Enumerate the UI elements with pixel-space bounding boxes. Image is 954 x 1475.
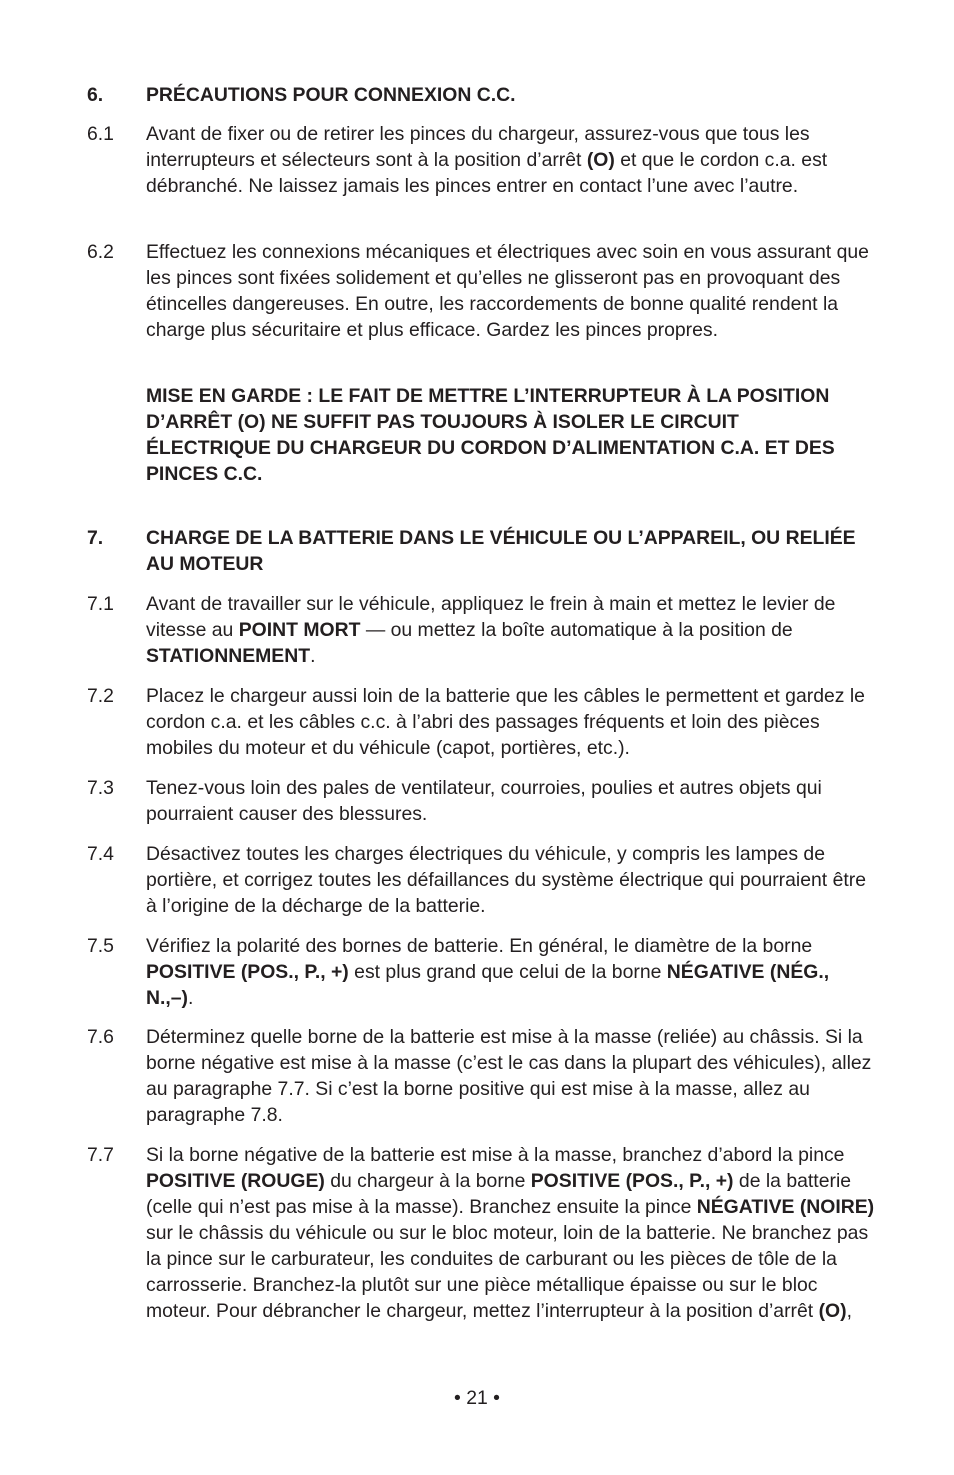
section-6-heading — [87, 82, 877, 108]
paragraph-number: 7.1 — [87, 593, 114, 615]
paragraph-number: 6.2 — [87, 241, 114, 263]
paragraph-7-6 — [87, 1024, 877, 1128]
paragraph-7-7 — [87, 1142, 877, 1324]
bold-run: (O) — [818, 1300, 847, 1322]
paragraph-text — [146, 933, 877, 1011]
paragraph-7-3 — [87, 775, 877, 827]
paragraph-text — [146, 121, 877, 199]
bold-run: POSITIVE (POS., P., +) — [146, 961, 349, 983]
paragraph-number: 7.4 — [87, 843, 114, 865]
section-number: 6. — [87, 84, 104, 106]
paragraph-text — [146, 1142, 877, 1324]
paragraph-text: Tenez-vous loin des pales de ventilateur, courroies, poulies et autres objets qui pourraient causer des blessures. — [146, 777, 822, 825]
paragraph-text: Désactivez toutes les charges électriques du véhicule, y compris les lampes de portière, et corrigez toutes les défaillances du système électrique qui pourraient être à l’origine de la décharge de la batterie. — [146, 843, 866, 917]
warning-text: MISE EN GARDE : LE FAIT DE METTRE L’INTERRUPTEUR À LA POSITION D’ARRÊT (O) NE SUFFIT PAS TOUJOURS À ISOLER LE CIRCUIT ÉLECTRIQUE DU CHARGEUR DU CORDON D’ALIMENTATION C.A. ET DES PINCES C.C. — [146, 385, 835, 485]
text-run: . — [310, 645, 316, 667]
paragraph-6-1 — [87, 121, 877, 199]
text-run: Avant de fixer ou de retirer les pinces du chargeur, assurez-vous que tous les interrupteurs et sélecteurs sont à la position d’arrêt — [146, 123, 810, 171]
paragraph-number: 7.5 — [87, 935, 114, 957]
paragraph-text: Effectuez les connexions mécaniques et électriques avec soin en vous assurant que les pinces sont fixées solidement et qu’elles ne glisseront pas en provoquant des étincelles dangereuses. En outre, les raccordements de bonne qualité rendent la charge plus sécuritaire et plus efficace. Gardez les pinces propres. — [146, 241, 869, 341]
text-run: Vérifiez la polarité des bornes de batterie. En général, le diamètre de la borne — [146, 935, 813, 957]
text-run: , — [846, 1300, 852, 1322]
bold-run: NÉGATIVE (NOIRE) — [696, 1196, 875, 1218]
text-run: du chargeur à la borne — [324, 1170, 531, 1192]
bold-run: NÉGATIVE (NÉG., N.,–) — [146, 961, 830, 1009]
section-title: PRÉCAUTIONS POUR CONNEXION C.C. — [146, 84, 516, 106]
paragraph-number: 7.2 — [87, 685, 114, 707]
paragraph-6-2 — [87, 239, 877, 343]
paragraph-text: Déterminez quelle borne de la batterie est mise à la masse (reliée) au châssis. Si la borne négative est mise à la masse (c’est le cas dans la plupart des véhicules), allez au paragraphe 7.7. Si c’est la borne positive qui est mise à la masse, allez au paragraphe 7.8. — [146, 1026, 872, 1126]
paragraph-text — [146, 591, 877, 669]
bold-run: POINT MORT — [238, 619, 361, 641]
page-number: • 21 • — [454, 1387, 500, 1409]
bold-run: POSITIVE (POS., P., +) — [530, 1170, 734, 1192]
bold-run: STATIONNEMENT — [146, 645, 311, 667]
paragraph-7-4 — [87, 841, 877, 919]
paragraph-7-1 — [87, 591, 877, 669]
paragraph-7-5 — [87, 933, 877, 1011]
bold-run: POSITIVE (ROUGE) — [146, 1170, 325, 1192]
paragraph-text: Placez le chargeur aussi loin de la batterie que les câbles le permettent et gardez le cordon c.a. et les câbles c.c. à l’abri des passages fréquents et loin des pièces mobiles du moteur et du véhicule (capot, portières, etc.). — [146, 685, 865, 759]
paragraph-number: 7.6 — [87, 1026, 114, 1048]
section-title: CHARGE DE LA BATTERIE DANS LE VÉHICULE OU L’APPAREIL, OU RELIÉE AU MOTEUR — [146, 527, 856, 575]
warning-block — [87, 383, 877, 487]
section-number: 7. — [87, 527, 104, 549]
text-run: Avant de travailler sur le véhicule, appliquez le frein à main et mettez le levier de vitesse au — [146, 593, 836, 641]
paragraph-number: 6.1 — [87, 123, 114, 145]
paragraph-7-2 — [87, 683, 877, 761]
text-run: sur le châssis du véhicule ou sur le bloc moteur, loin de la batterie. Ne branchez pas la pince sur le carburateur, les conduites de carburant ou les pièces de tôle de la carrosserie. Branchez-la plutôt sur une pièce métallique épaisse ou sur le bloc moteur. Pour débrancher le chargeur, mettez l’interrupteur à la position d’arrêt — [146, 1222, 869, 1322]
paragraph-number: 7.7 — [87, 1144, 114, 1166]
text-run: — ou mettez la boîte automatique à la position de — [360, 619, 793, 641]
text-run: Si la borne négative de la batterie est mise à la masse, branchez d’abord la pince — [146, 1144, 845, 1166]
text-run: . — [188, 987, 194, 1009]
text-run: et que le cordon c.a. est débranché. Ne laissez jamais les pinces entrer en contact l’une avec l’autre. — [146, 149, 828, 197]
text-run: de la batterie (celle qui n’est pas mise à la masse). Branchez ensuite la pince — [146, 1170, 852, 1218]
section-7-heading — [87, 525, 877, 577]
bold-run: (O) — [586, 149, 615, 171]
paragraph-number: 7.3 — [87, 777, 114, 799]
text-run: est plus grand que celui de la borne — [348, 961, 667, 983]
